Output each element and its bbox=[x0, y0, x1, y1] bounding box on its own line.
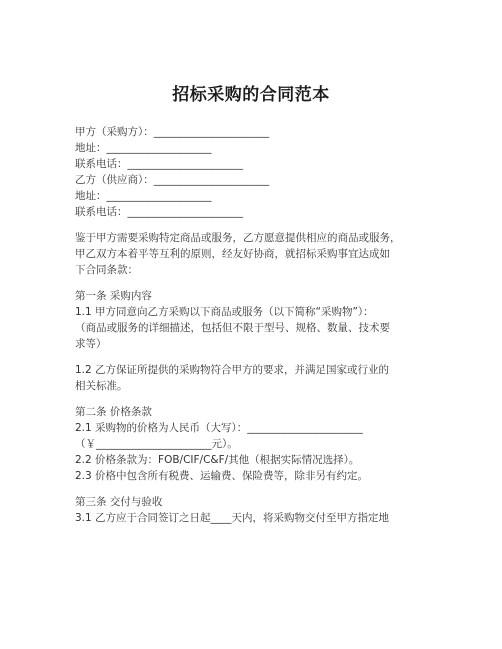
party-b-name: 乙方（供应商）：______________________ bbox=[75, 174, 270, 186]
clause-line: 相关标准。 bbox=[75, 380, 128, 392]
clause-line: 1.2 乙方保证所提供的采购物符合甲方的要求，并满足国家或行业的 bbox=[75, 364, 390, 376]
preamble-line: 鉴于甲方需要采购特定商品或服务，乙方愿意提供相应的商品或服务， bbox=[75, 232, 401, 244]
party-a-phone: 联系电话：______________________ bbox=[75, 158, 243, 170]
preamble-line: 甲乙双方本着平等互利的原则，经友好协商，就招标采购事宜达成如 bbox=[75, 248, 390, 260]
clause-line: 2.2 价格条款为：FOB/CIF/C&F/其他（根据实际情况选择）。 bbox=[75, 454, 360, 466]
party-b-address: 地址：____________________ bbox=[75, 190, 212, 202]
document-body bbox=[75, 124, 475, 526]
article-3 bbox=[75, 494, 475, 526]
article-heading: 第三条 交付与验收 bbox=[75, 496, 163, 508]
article-1 bbox=[75, 288, 475, 394]
party-a-address: 地址：____________________ bbox=[75, 142, 212, 154]
clause-line: 1.1 甲方同意向乙方采购以下商品或服务（以下简称“采购物”）： bbox=[75, 306, 374, 318]
party-b-phone: 联系电话：______________________ bbox=[75, 206, 243, 218]
clause-line: 3.1 乙方应于合同签订之日起____天内，将采购物交付至甲方指定地 bbox=[75, 512, 390, 524]
preamble-line: 下合同条款： bbox=[75, 264, 138, 276]
party-a-name: 甲方（采购方）：______________________ bbox=[75, 126, 270, 138]
clause-line: 2.3 价格中包含所有税费、运输费、保险费等，除非另有约定。 bbox=[75, 470, 369, 482]
clause-line: （商品或服务的详细描述，包括但不限于型号、规格、数量、技术要 bbox=[75, 322, 390, 334]
clause-line: 2.1 采购物的价格为人民币（大写）：______________________ bbox=[75, 422, 363, 434]
preamble-paragraph bbox=[75, 230, 475, 278]
clause-line: 求等） bbox=[75, 338, 107, 350]
article-heading: 第二条 价格条款 bbox=[75, 406, 152, 418]
clause-line: （￥______________________元）。 bbox=[75, 438, 238, 450]
article-2 bbox=[75, 404, 475, 484]
parties-block bbox=[75, 124, 475, 220]
document-title: 招标采购的合同范本 bbox=[172, 85, 330, 105]
article-heading: 第一条 采购内容 bbox=[75, 290, 152, 302]
